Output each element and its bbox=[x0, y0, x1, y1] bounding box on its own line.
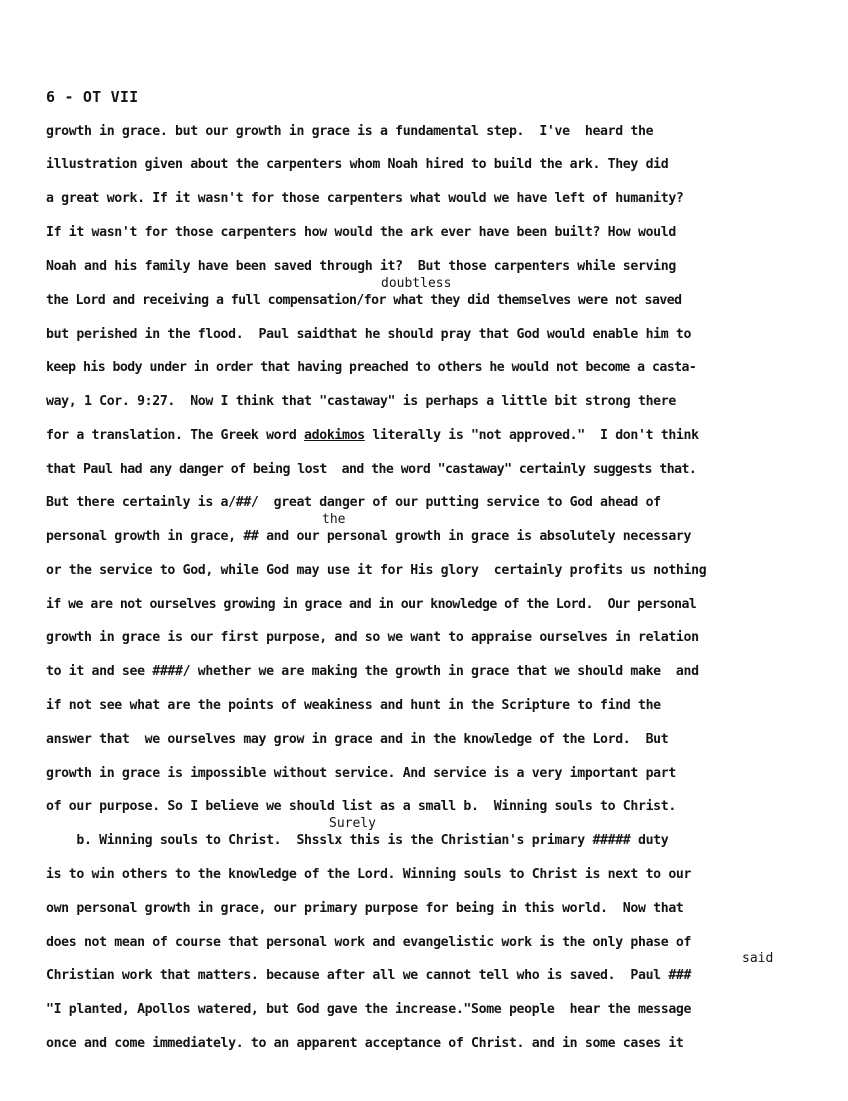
inserted-word-said: said bbox=[742, 951, 774, 966]
text-line-26: Christian work that matters. because after all we cannot tell who is saved. Paul ### bbox=[46, 968, 692, 983]
text-line-19: answer that we ourselves may grow in grace and in the knowledge of the Lord. But bbox=[46, 732, 669, 747]
text-line-27: "I planted, Apollos watered, but God gave the increase."Some people hear the message bbox=[46, 1002, 692, 1017]
text-line-22: b. Winning souls to Christ. Shsslx this is the Christian's primary ##### duty bbox=[46, 833, 669, 848]
text-line-7: but perished in the flood. Paul saidthat he should pray that God would enable him to bbox=[46, 327, 692, 342]
text-line-21: of our purpose. So I believe we should list as a small b. Winning souls to Christ. bbox=[46, 799, 676, 814]
text-line-10-end: literally is "not approved." I don't think bbox=[364, 428, 699, 443]
inserted-word-the: the bbox=[322, 512, 346, 527]
text-line-11: that Paul had any danger of being lost and the word "castaway" certainly suggests that. bbox=[46, 462, 697, 477]
text-line-23: is to win others to the knowledge of the Lord. Winning souls to Christ is next to our bbox=[46, 867, 692, 882]
text-line-14: or the service to God, while God may use it for His glory certainly profits us nothing bbox=[46, 563, 707, 578]
text-line-16: growth in grace is our first purpose, and so we want to appraise ourselves in relation bbox=[46, 630, 699, 645]
text-line-6: the Lord and receiving a full compensation/for what they did themselves were not saved bbox=[46, 293, 682, 308]
text-line-4: If it wasn't for those carpenters how would the ark ever have been built? How would bbox=[46, 225, 676, 240]
text-line-15: if we are not ourselves growing in grace and in our knowledge of the Lord. Our personal bbox=[46, 597, 697, 612]
text-line-17: to it and see ####/ whether we are making the growth in grace that we should make and bbox=[46, 664, 699, 679]
text-line-13: personal growth in grace, ## and our personal growth in grace is absolutely necessary bbox=[46, 529, 692, 544]
text-line-3: a great work. If it wasn't for those carpenters what would we have left of humanity? bbox=[46, 191, 684, 206]
text-line-28: once and come immediately. to an apparent acceptance of Christ. and in some cases it bbox=[46, 1036, 684, 1051]
text-line-10-start: for a translation. The Greek word bbox=[46, 428, 305, 443]
text-line-24: own personal growth in grace, our primary purpose for being in this world. Now that bbox=[46, 901, 684, 916]
text-line-8: keep his body under in order that having preached to others he would not become a casta- bbox=[46, 360, 697, 375]
text-line-9: way, 1 Cor. 9:27. Now I think that "castaway" is perhaps a little bit strong there bbox=[46, 394, 676, 409]
text-line-20: growth in grace is impossible without service. And service is a very important part bbox=[46, 766, 676, 781]
page-header: 6 - OT VII bbox=[46, 88, 139, 106]
inserted-word-doubtless: doubtless bbox=[381, 276, 452, 291]
underlined-word-adokimos: adokimos bbox=[304, 428, 365, 443]
text-line-12: But there certainly is a/##/ great danger of our putting service to God ahead of bbox=[46, 495, 661, 510]
text-line-25: does not mean of course that personal work and evangelistic work is the only phase of bbox=[46, 935, 692, 950]
inserted-word-surely: Surely bbox=[329, 816, 376, 831]
text-line-18: if not see what are the points of weakiness and hunt in the Scripture to find the bbox=[46, 698, 661, 713]
text-line-5: Noah and his family have been saved through it? But those carpenters while serving bbox=[46, 259, 676, 274]
text-line-10 bbox=[46, 428, 699, 443]
text-line-1: growth in grace. but our growth in grace is a fundamental step. I've heard the bbox=[46, 124, 654, 139]
text-line-2: illustration given about the carpenters whom Noah hired to build the ark. They did bbox=[46, 157, 669, 172]
